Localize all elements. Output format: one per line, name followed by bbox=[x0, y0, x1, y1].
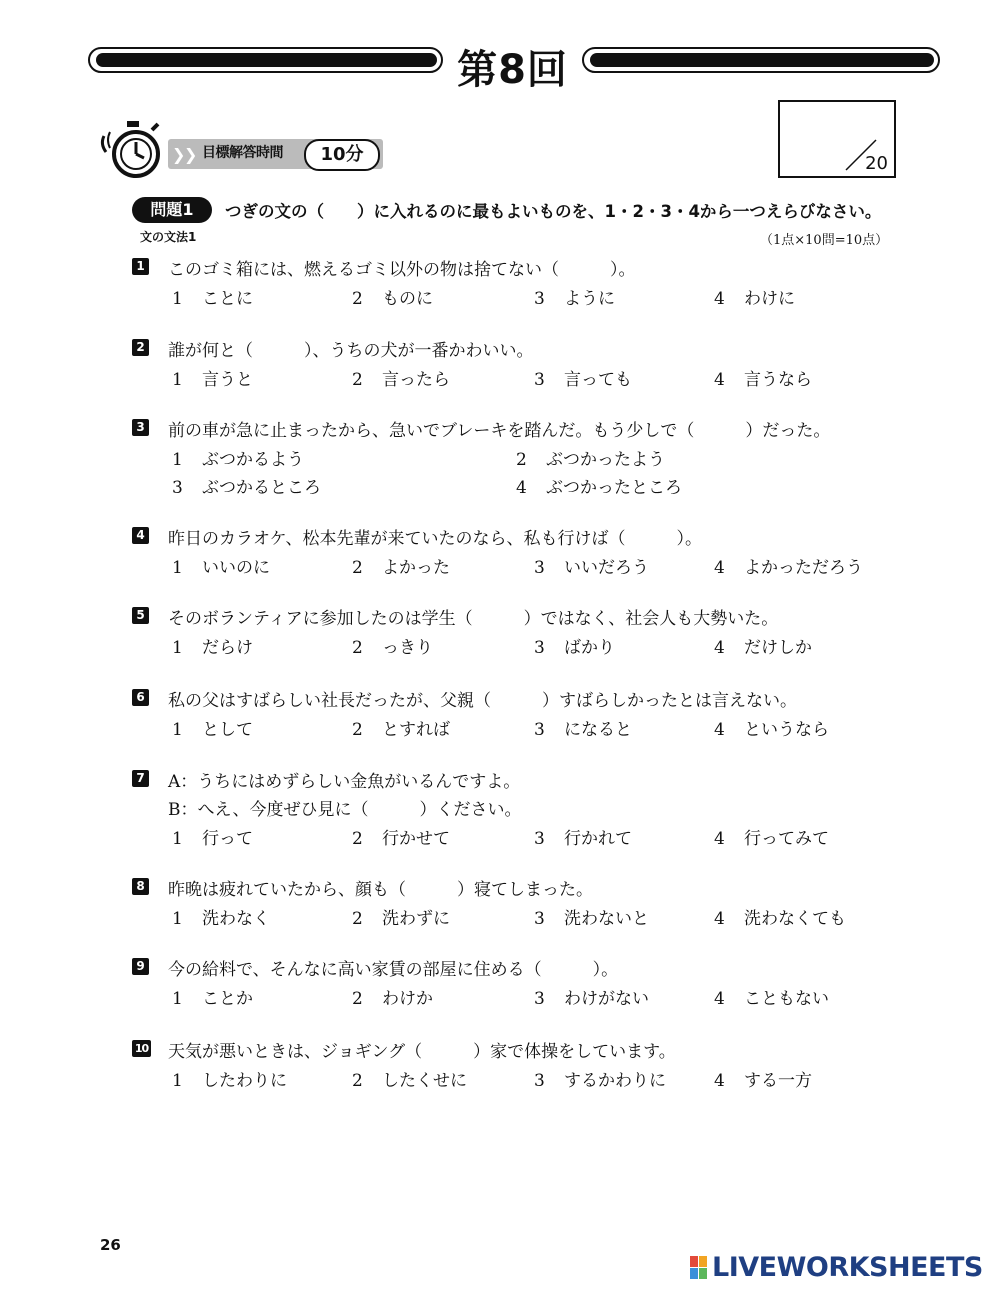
answer-option-3[interactable] bbox=[534, 633, 615, 658]
answer-option-4[interactable] bbox=[714, 984, 829, 1009]
option-label: ことか bbox=[202, 989, 253, 1009]
option-label: として bbox=[202, 720, 253, 740]
option-label: 行って bbox=[202, 829, 253, 849]
answer-option-3[interactable] bbox=[534, 1066, 666, 1091]
option-number: 4 bbox=[714, 909, 725, 929]
question-number: 7 bbox=[132, 770, 149, 787]
question-number: 9 bbox=[132, 958, 149, 975]
answer-option-2[interactable] bbox=[516, 445, 665, 470]
question-item bbox=[0, 607, 1000, 667]
option-number: 1 bbox=[172, 909, 183, 929]
option-label: 洗わなくても bbox=[744, 909, 846, 929]
question-number: 3 bbox=[132, 419, 149, 436]
title-bar-left bbox=[88, 47, 443, 73]
question-item bbox=[0, 527, 1000, 587]
option-label: するかわりに bbox=[564, 1071, 666, 1091]
answer-option-1[interactable] bbox=[172, 715, 253, 740]
option-number: 3 bbox=[534, 829, 545, 849]
answer-option-2[interactable] bbox=[352, 984, 433, 1009]
answer-option-4[interactable] bbox=[516, 473, 682, 498]
logo-mark-icon bbox=[690, 1256, 708, 1280]
problem-instruction: つぎの文の（ ）に入れるのに最もよいものを、1・2・3・4から一つえらびなさい。 bbox=[225, 202, 882, 221]
answer-option-1[interactable] bbox=[172, 445, 304, 470]
option-number: 1 bbox=[172, 370, 183, 390]
option-number: 3 bbox=[534, 989, 545, 1009]
option-label: ばかり bbox=[564, 638, 615, 658]
question-item bbox=[0, 1040, 1000, 1100]
answer-option-2[interactable] bbox=[352, 365, 450, 390]
answer-option-2[interactable] bbox=[352, 824, 450, 849]
option-label: わけか bbox=[382, 989, 433, 1009]
answer-option-4[interactable] bbox=[714, 553, 863, 578]
option-label: 行かれて bbox=[564, 829, 632, 849]
option-number: 4 bbox=[714, 370, 725, 390]
section-label: 文の文法1 bbox=[140, 230, 197, 244]
answer-option-2[interactable] bbox=[352, 633, 433, 658]
option-number: 4 bbox=[516, 478, 527, 498]
answer-option-1[interactable] bbox=[172, 904, 270, 929]
answer-option-4[interactable] bbox=[714, 715, 829, 740]
timer-label: 目標解答時間 bbox=[202, 145, 283, 161]
option-number: 1 bbox=[172, 989, 183, 1009]
page-title: 第8回 bbox=[457, 47, 568, 93]
option-number: 3 bbox=[534, 289, 545, 309]
question-item bbox=[0, 689, 1000, 749]
question-number: 8 bbox=[132, 878, 149, 895]
option-number: 1 bbox=[172, 450, 183, 470]
question-text: 今の給料で、そんなに高い家賃の部屋に住める（ ）。 bbox=[168, 960, 619, 980]
option-number: 3 bbox=[534, 638, 545, 658]
option-number: 1 bbox=[172, 558, 183, 578]
question-text: 昨日のカラオケ、松本先輩が来ていたのなら、私も行けば（ ）。 bbox=[168, 529, 702, 549]
option-label: だけしか bbox=[744, 638, 812, 658]
question-item bbox=[0, 770, 1000, 849]
answer-option-3[interactable] bbox=[534, 553, 649, 578]
answer-option-3[interactable] bbox=[534, 365, 632, 390]
question-number: 2 bbox=[132, 339, 149, 356]
option-number: 4 bbox=[714, 720, 725, 740]
option-label: 言うと bbox=[202, 370, 253, 390]
question-number: 1 bbox=[132, 258, 149, 275]
option-number: 4 bbox=[714, 829, 725, 849]
option-number: 3 bbox=[534, 1071, 545, 1091]
option-number: 1 bbox=[172, 1071, 183, 1091]
question-text: このゴミ箱には、燃えるゴミ以外の物は捨てない（ ）。 bbox=[168, 260, 636, 280]
option-number: 4 bbox=[714, 289, 725, 309]
option-label: 洗わずに bbox=[382, 909, 450, 929]
question-item bbox=[0, 878, 1000, 938]
answer-option-4[interactable] bbox=[714, 284, 795, 309]
answer-option-3[interactable] bbox=[534, 984, 649, 1009]
option-label: わけに bbox=[744, 289, 795, 309]
question-number: 5 bbox=[132, 607, 149, 624]
option-label: いいのに bbox=[202, 558, 270, 578]
option-number: 2 bbox=[352, 370, 363, 390]
option-label: ぶつかるところ bbox=[202, 478, 321, 498]
option-label: というなら bbox=[744, 720, 829, 740]
answer-option-3[interactable] bbox=[534, 715, 632, 740]
answer-option-1[interactable] bbox=[172, 1066, 287, 1091]
brand-text: LIVEWORKSHEETS bbox=[712, 1252, 983, 1283]
option-number: 1 bbox=[172, 829, 183, 849]
answer-option-1[interactable] bbox=[172, 633, 253, 658]
option-number: 2 bbox=[352, 829, 363, 849]
option-number: 1 bbox=[172, 720, 183, 740]
answer-option-2[interactable] bbox=[352, 904, 450, 929]
score-total: 20 bbox=[865, 153, 888, 174]
answer-option-3[interactable] bbox=[534, 824, 632, 849]
option-label: になると bbox=[564, 720, 632, 740]
answer-option-1[interactable] bbox=[172, 824, 253, 849]
option-label: よかっただろう bbox=[744, 558, 863, 578]
problem-badge: 問題1 bbox=[132, 197, 212, 223]
option-label: だらけ bbox=[202, 638, 253, 658]
question-text: A：うちにはめずらしい金魚がいるんですよ。 bbox=[168, 772, 521, 792]
answer-option-1[interactable] bbox=[172, 365, 253, 390]
question-item bbox=[0, 339, 1000, 399]
option-label: 洗わなく bbox=[202, 909, 270, 929]
answer-option-4[interactable] bbox=[714, 365, 812, 390]
option-number: 4 bbox=[714, 989, 725, 1009]
title-bar-right bbox=[582, 47, 940, 73]
question-item bbox=[0, 258, 1000, 318]
scoring-note: （1点×10問=10点） bbox=[760, 233, 889, 248]
option-number: 3 bbox=[534, 558, 545, 578]
question-text: 昨晩は疲れていたから、顔も（ ）寝てしまった。 bbox=[168, 880, 593, 900]
question-number: 6 bbox=[132, 689, 149, 706]
option-label: 言っても bbox=[564, 370, 632, 390]
answer-option-2[interactable] bbox=[352, 1066, 467, 1091]
option-label: ものに bbox=[382, 289, 433, 309]
option-number: 3 bbox=[534, 720, 545, 740]
option-label: したくせに bbox=[382, 1071, 467, 1091]
answer-option-3[interactable] bbox=[534, 284, 615, 309]
option-label: 行ってみて bbox=[744, 829, 829, 849]
option-label: 行かせて bbox=[382, 829, 450, 849]
answer-option-4[interactable] bbox=[714, 1066, 812, 1091]
timer-strip: ❯ ❯ bbox=[168, 139, 383, 169]
option-number: 3 bbox=[534, 909, 545, 929]
answer-option-4[interactable] bbox=[714, 904, 846, 929]
option-label: わけがない bbox=[564, 989, 649, 1009]
option-number: 3 bbox=[534, 370, 545, 390]
option-number: 2 bbox=[352, 989, 363, 1009]
option-number: 3 bbox=[172, 478, 183, 498]
answer-option-4[interactable] bbox=[714, 633, 812, 658]
option-number: 2 bbox=[516, 450, 527, 470]
option-number: 2 bbox=[352, 638, 363, 658]
question-text: そのボランティアに参加したのは学生（ ）ではなく、社会人も大勢いた。 bbox=[168, 609, 779, 629]
timer-value: 10分 bbox=[304, 139, 380, 171]
option-label: っきり bbox=[382, 638, 433, 658]
stopwatch-icon bbox=[98, 118, 168, 180]
option-label: こともない bbox=[744, 989, 829, 1009]
option-label: 言ったら bbox=[382, 370, 450, 390]
option-number: 2 bbox=[352, 720, 363, 740]
option-number: 1 bbox=[172, 638, 183, 658]
question-item bbox=[0, 419, 1000, 498]
option-number: 2 bbox=[352, 909, 363, 929]
option-label: 言うなら bbox=[744, 370, 812, 390]
option-number: 2 bbox=[352, 558, 363, 578]
option-number: 4 bbox=[714, 558, 725, 578]
option-number: 2 bbox=[352, 289, 363, 309]
answer-option-2[interactable] bbox=[352, 284, 433, 309]
question-number: 10 bbox=[132, 1040, 151, 1057]
option-label: とすれば bbox=[382, 720, 450, 740]
answer-option-1[interactable] bbox=[172, 284, 253, 309]
question-number: 4 bbox=[132, 527, 149, 544]
answer-option-4[interactable] bbox=[714, 824, 829, 849]
option-label: いいだろう bbox=[564, 558, 649, 578]
option-label: する一方 bbox=[744, 1071, 812, 1091]
question-text: 私の父はすばらしい社長だったが、父親（ ）すばらしかったとは言えない。 bbox=[168, 691, 797, 711]
page-number: 26 bbox=[100, 1236, 121, 1254]
option-label: ぶつかったところ bbox=[546, 478, 682, 498]
option-label: したわりに bbox=[202, 1071, 287, 1091]
answer-option-1[interactable] bbox=[172, 984, 253, 1009]
question-item bbox=[0, 958, 1000, 1018]
option-label: ことに bbox=[202, 289, 253, 309]
answer-option-2[interactable] bbox=[352, 553, 450, 578]
option-number: 4 bbox=[714, 638, 725, 658]
option-number: 4 bbox=[714, 1071, 725, 1091]
answer-option-3[interactable] bbox=[534, 904, 649, 929]
option-label: ように bbox=[564, 289, 615, 309]
answer-option-1[interactable] bbox=[172, 553, 270, 578]
question-text-line2: B：へえ、今度ぜひ見に（ ）ください。 bbox=[168, 800, 522, 820]
question-text: 天気が悪いときは、ジョギング（ ）家で体操をしています。 bbox=[168, 1042, 676, 1062]
option-label: ぶつかったよう bbox=[546, 450, 665, 470]
score-box[interactable] bbox=[778, 100, 896, 178]
answer-option-3[interactable] bbox=[172, 473, 321, 498]
option-label: ぶつかるよう bbox=[202, 450, 304, 470]
option-number: 2 bbox=[352, 1071, 363, 1091]
option-number: 1 bbox=[172, 289, 183, 309]
option-label: よかった bbox=[382, 558, 450, 578]
answer-option-2[interactable] bbox=[352, 715, 450, 740]
question-text: 誰が何と（ ）、うちの犬が一番かわいい。 bbox=[168, 341, 534, 361]
option-label: 洗わないと bbox=[564, 909, 649, 929]
question-text: 前の車が急に止まったから、急いでブレーキを踏んだ。もう少しで（ ）だった。 bbox=[168, 421, 831, 441]
